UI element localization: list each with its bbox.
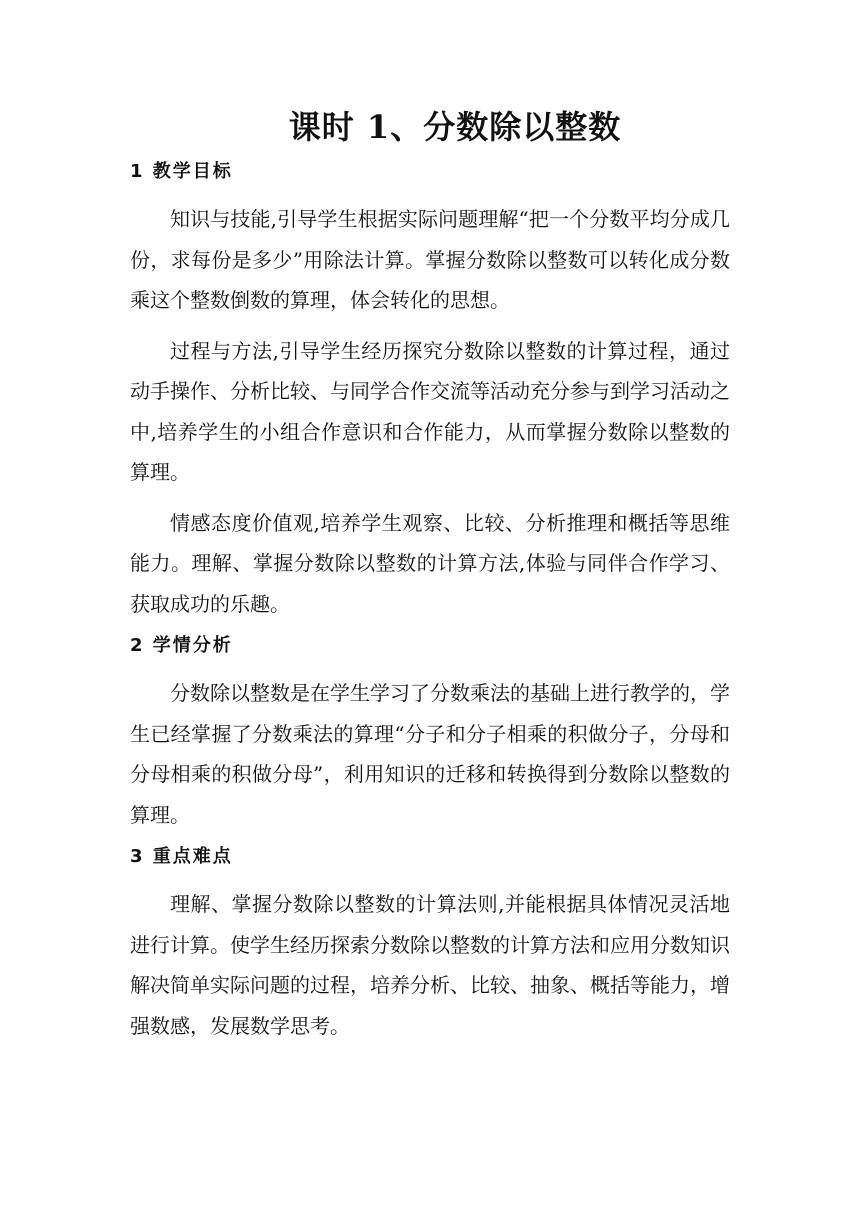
paragraph-knowledge-skills: 知识与技能,引导学生根据实际问题理解“把一个分数平均分成几份，求每份是多少”用除法计算。掌握分数除以整数可以转化成分数乘这个整数倒数的算理，体会转化的思想。 [130,207,730,312]
paragraph-key-difficulties: 理解、掌握分数除以整数的计算法则,并能根据具体情况灵活地进行计算。使学生经历探索分数除以整数的计算方法和应用分数知识解决简单实际问题的过程，培养分析、比较、抽象、概括等能力，增强数感，发展数学思考。 [130,892,730,1038]
section-heading: 3 重点难点 [130,846,233,867]
section-key-difficulties [130,841,730,1046]
section-heading: 1 教学目标 [130,161,233,182]
section-learner-analysis [130,630,730,835]
paragraph-emotion-values: 情感态度价值观,培养学生观察、比较、分析推理和概括等思维能力。理解、掌握分数除以整数的计算方法,体验与同伴合作学习、获取成功的乐趣。 [130,510,730,616]
document-title: 课时 1、分数除以整数 [288,108,622,146]
paragraph-learner-analysis: 分数除以整数是在学生学习了分数乘法的基础上进行教学的，学生已经掌握了分数乘法的算理“分子和分子相乘的积做分子，分母和分母相乘的积做分母”，利用知识的迁移和转换得到分数除以整数的算理。 [130,681,730,827]
document-body [130,156,730,1046]
paragraph-process-method: 过程与方法,引导学生经历探究分数除以整数的计算过程，通过动手操作、分析比较、与同学合作交流等活动充分参与到学习活动之中,培养学生的小组合作意识和合作能力，从而掌握分数除以整数的算理。 [130,338,730,484]
section-teaching-goals [130,156,730,624]
section-heading: 2 学情分析 [130,635,233,656]
